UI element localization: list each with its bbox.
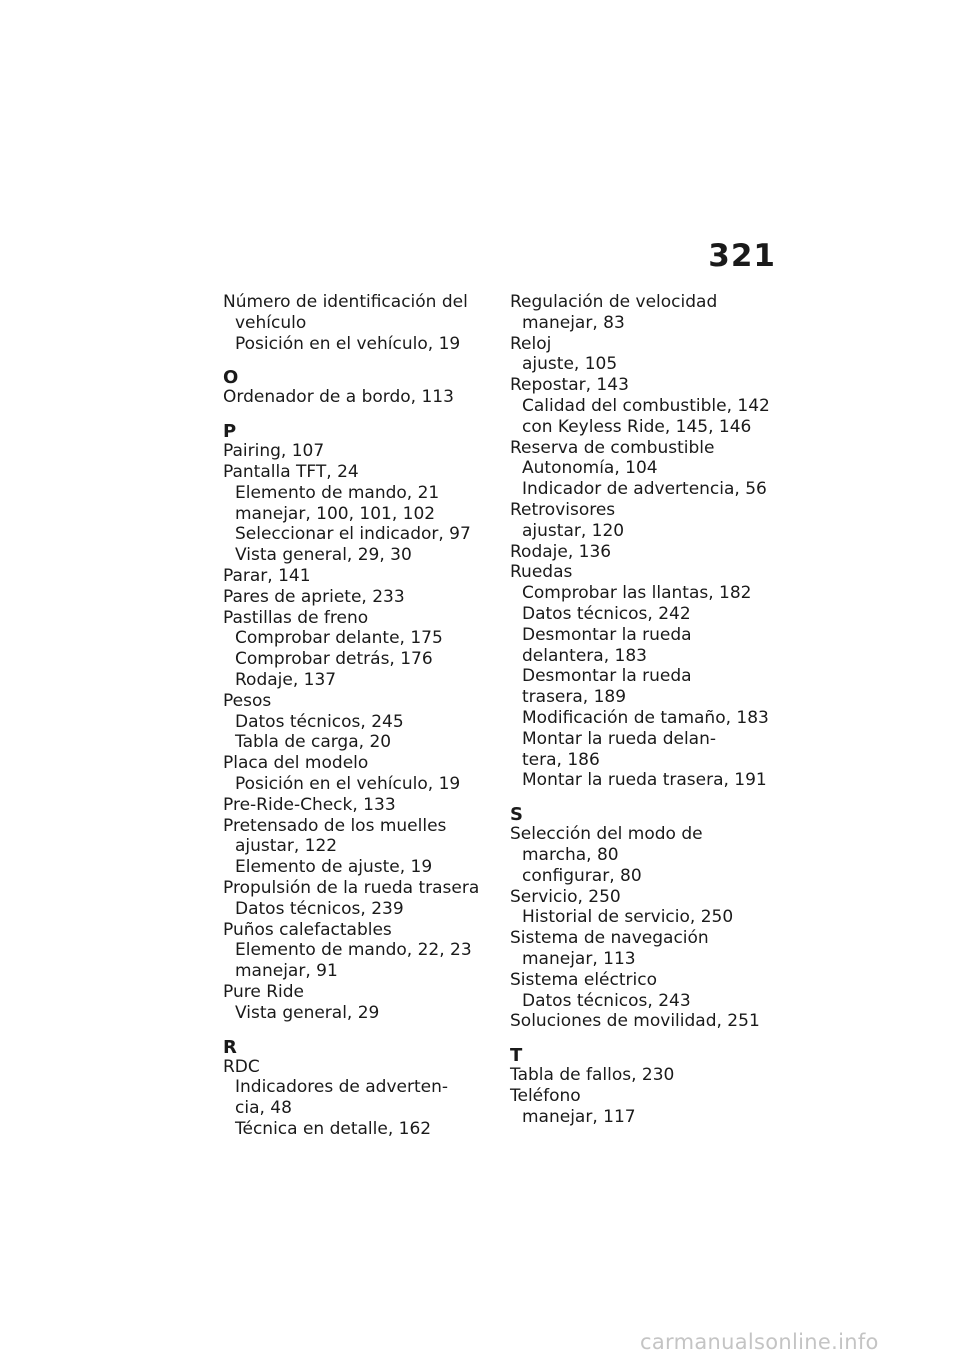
index-subentry: Comprobar detrás, 176 — [235, 649, 433, 670]
index-entry: Pesos — [223, 690, 272, 711]
index-entry: Tabla de fallos, 230 — [510, 1065, 675, 1086]
index-subentry: Elemento de ajuste, 19 — [235, 857, 433, 878]
index-subentry: configurar, 80 — [522, 865, 642, 886]
index-subentry: Indicadores de adverten- — [235, 1077, 448, 1098]
index-column-left — [223, 292, 493, 1140]
index-entry: Placa del modelo — [223, 753, 369, 774]
index-letter-heading: R — [223, 1036, 237, 1058]
index-entry: Pastillas de freno — [223, 607, 369, 628]
index-entry-continuation: marcha, 80 — [522, 844, 619, 865]
index-entry: Ruedas — [510, 562, 573, 583]
index-subentry: delantera, 183 — [522, 645, 647, 666]
index-entry: Regulación de velocidad — [510, 292, 718, 312]
index-column-right — [510, 292, 780, 1127]
index-subentry: Indicador de advertencia, 56 — [522, 479, 767, 500]
index-subentry: tera, 186 — [522, 749, 600, 770]
index-subentry: Vista general, 29, 30 — [235, 545, 412, 566]
index-subentry: trasera, 189 — [522, 687, 627, 708]
index-subentry: Autonomía, 104 — [522, 458, 658, 479]
index-subentry: Datos técnicos, 243 — [522, 990, 691, 1011]
index-subentry: Comprobar delante, 175 — [235, 628, 443, 649]
index-entry: Propulsión de la rueda trasera — [223, 877, 480, 898]
index-entry: Puños calefactables — [223, 919, 392, 940]
index-entry: RDC — [223, 1056, 260, 1077]
index-entry: Teléfono — [510, 1085, 581, 1106]
index-entry: Pantalla TFT, 24 — [223, 461, 359, 482]
index-entry: Servicio, 250 — [510, 886, 621, 907]
index-entry: Sistema eléctrico — [510, 969, 657, 990]
index-entry: Selección del modo de — [510, 824, 703, 845]
index-subentry: Modificación de tamaño, 183 — [522, 707, 769, 728]
index-entry-continuation: vehículo — [235, 312, 307, 333]
index-subentry: con Keyless Ride, 145, 146 — [522, 416, 752, 437]
index-entry: Número de identificación del — [223, 292, 468, 312]
index-subentry: Desmontar la rueda — [522, 666, 692, 687]
index-entry-continuation: manejar, 113 — [522, 948, 636, 969]
index-entry: Pares de apriete, 233 — [223, 586, 405, 607]
index-entry: Pre-Ride-Check, 133 — [223, 794, 396, 815]
index-subentry: Datos técnicos, 242 — [522, 603, 691, 624]
index-subentry: ajustar, 122 — [235, 836, 338, 857]
index-subentry: Tabla de carga, 20 — [235, 732, 392, 753]
index-entry: Retrovisores — [510, 499, 616, 520]
index-subentry: ajustar, 120 — [522, 520, 625, 541]
index-subentry: Posición en el vehículo, 19 — [235, 773, 461, 794]
index-entry: Ordenador de a bordo, 113 — [223, 387, 454, 408]
page-number: 321 — [708, 238, 776, 274]
index-entry: Rodaje, 136 — [510, 541, 612, 562]
index-subentry: Posición en el vehículo, 19 — [235, 333, 461, 354]
index-subentry: ajuste, 105 — [522, 354, 618, 375]
index-entry: Pure Ride — [223, 981, 304, 1002]
watermark: carmanualsonline.info — [640, 1330, 879, 1354]
index-subentry: manejar, 117 — [522, 1106, 636, 1127]
index-entry: Repostar, 143 — [510, 375, 629, 396]
index-entry: Parar, 141 — [223, 565, 311, 586]
index-subentry: Montar la rueda trasera, 191 — [522, 770, 767, 791]
index-subentry: Rodaje, 137 — [235, 669, 337, 690]
index-entry: Reloj — [510, 333, 552, 354]
index-subentry: Datos técnicos, 239 — [235, 898, 404, 919]
index-subentry: Calidad del combustible, 142 — [522, 395, 770, 416]
index-letter-heading: S — [510, 804, 523, 826]
index-entry: Sistema de navegación — [510, 928, 709, 949]
index-subentry: manejar, 100, 101, 102 — [235, 503, 436, 524]
index-subentry: Historial de servicio, 250 — [522, 907, 734, 928]
index-subentry: Datos técnicos, 245 — [235, 711, 404, 732]
index-subentry: cia, 48 — [235, 1098, 292, 1119]
index-letter-heading: O — [223, 367, 239, 389]
index-letter-heading: T — [510, 1045, 523, 1067]
index-subentry: Técnica en detalle, 162 — [235, 1118, 432, 1139]
index-subentry: Montar la rueda delan- — [522, 728, 716, 749]
index-entry: Pairing, 107 — [223, 441, 325, 462]
index-entry-continuation: manejar, 83 — [522, 312, 625, 333]
index-subentry: Seleccionar el indicador, 97 — [235, 524, 471, 545]
index-subentry: Elemento de mando, 22, 23 — [235, 940, 472, 961]
index-entry: Pretensado de los muelles — [223, 815, 447, 836]
index-subentry: Vista general, 29 — [235, 1002, 380, 1023]
index-entry: Reserva de combustible — [510, 437, 715, 458]
index-subentry: Elemento de mando, 21 — [235, 482, 440, 503]
index-subentry: Comprobar las llantas, 182 — [522, 583, 752, 604]
index-entry: Soluciones de movilidad, 251 — [510, 1011, 760, 1032]
index-subentry: Desmontar la rueda — [522, 624, 692, 645]
index-subentry: manejar, 91 — [235, 961, 338, 982]
index-letter-heading: P — [223, 421, 237, 443]
